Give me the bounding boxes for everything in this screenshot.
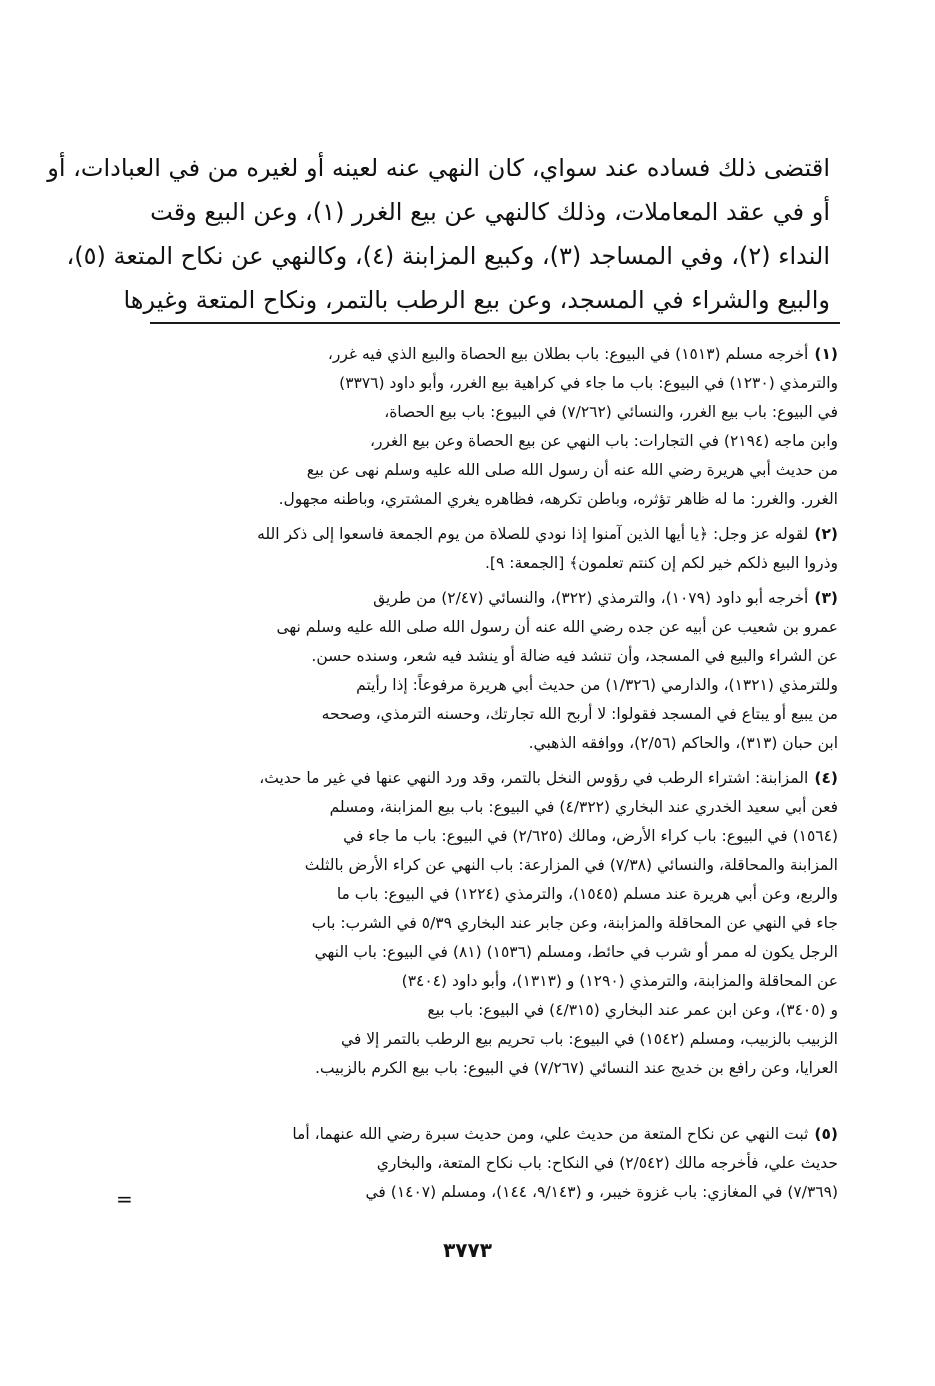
footnote-label: (١) [814, 345, 838, 363]
footnote-label: (٢) [814, 525, 838, 543]
footnote-line: الرجل يكون له ممر أو شرب في حائط، ومسلم (١٥٣٦) (٨١) في البيوع: باب النهي [314, 943, 838, 961]
margin-mark: = [116, 1187, 133, 1211]
footnote-line: (١٥٦٤) في البيوع: باب كراء الأرض، ومالك (٢/٦٢٥) في البيوع: باب ما جاء في [343, 827, 838, 845]
footnote-line: حديث علي، فأخرجه مالك (٢/٥٤٢) في النكاح: باب نكاح المتعة، والبخاري [376, 1154, 838, 1172]
page-number: ٣٧٧٣ [443, 1238, 492, 1262]
footnote-label: (٥) [814, 1125, 838, 1143]
footnote-line: والترمذي (١٢٣٠) في البيوع: باب ما جاء في كراهية بيع الغرر، وأبو داود (٣٣٧٦) [339, 374, 838, 392]
footnote-3 [128, 584, 838, 758]
footnote-line: المزابنة: اشتراء الرطب في رؤوس النخل بالتمر، وقد ورد النهي عنها في غير ما حديث، [259, 769, 809, 787]
footnote-line: أخرجه مسلم (١٥١٣) في البيوع: باب بطلان بيع الحصاة والبيع الذي فيه غرر، [327, 345, 809, 363]
footnote-line: المزابنة والمحاقلة، والنسائي (٧/٣٨) في المزارعة: باب النهي عن كراء الأرض بالثلث [304, 856, 838, 874]
footnote-line: و (٣٤٠٥)، وعن ابن عمر عند البخاري (٤/٣١٥) في البيوع: باب بيع [427, 1001, 838, 1019]
main-text-line: النداء (٢)، وفي المساجد (٣)، وكبيع المزابنة (٤)، وكالنهي عن نكاح المتعة (٥)، [66, 242, 830, 270]
footnote-line: عن المحاقلة والمزابنة، والترمذي (١٢٩٠) و (١٣١٣)، وأبو داود (٣٤٠٤) [401, 972, 838, 990]
footnote-5 [128, 1120, 838, 1207]
footnote-line: أخرجه أبو داود (١٠٧٩)، والترمذي (٣٢٢)، والنسائي (٢/٤٧) من طريق [373, 589, 809, 607]
main-text-line: أو في عقد المعاملات، وذلك كالنهي عن بيع الغرر (١)، وعن البيع وقت [150, 198, 830, 226]
footnote-line: في البيوع: باب بيع الغرر، والنسائي (٧/٢٦٢) في البيوع: باب بيع الحصاة، [384, 403, 838, 421]
footnote-line: لقوله عز وجل: ﴿يا أيها الذين آمنوا إذا نودي للصلاة من يوم الجمعة فاسعوا إلى ذكر الله [257, 525, 809, 543]
footnote-line: جاء في النهي عن المحاقلة والمزابنة، وعن جابر عند البخاري ٥/٣٩ في الشرب: باب [311, 914, 838, 932]
main-text-block [47, 146, 830, 322]
main-text-line: والبيع والشراء في المسجد، وعن بيع الرطب بالتمر، ونكاح المتعة وغيرها [123, 286, 830, 314]
footnote-line: وابن ماجه (٢١٩٤) في التجارات: باب النهي عن بيع الحصاة وعن بيع الغرر، [369, 432, 838, 450]
footnote-line: والربع، وعن أبي هريرة عند مسلم (١٥٤٥)، والترمذي (١٢٢٤) في البيوع: باب ما [336, 885, 838, 903]
footnote-line: من يبيع أو يبتاع في المسجد فقولوا: لا أربح الله تجارتك، وحسنه الترمذي، وصححه [321, 705, 838, 723]
footnote-label: (٣) [814, 589, 838, 607]
footnote-1 [128, 340, 838, 514]
footnote-line: وللترمذي (١٣٢١)، والدارمي (١/٣٢٦) من حديث أبي هريرة مرفوعاً: إذا رأيتم [356, 676, 838, 694]
main-text-line: اقتضى ذلك فساده عند سواي، كان النهي عنه لعينه أو لغيره من في العبادات، أو [47, 154, 830, 182]
footnote-separator [150, 322, 840, 324]
footnote-label: (٤) [814, 769, 838, 787]
footnote-line: (٧/٣٦٩) في المغازي: باب غزوة خيبر، و (٩/١٤٣، ١٤٤)، ومسلم (١٤٠٧) في [365, 1183, 838, 1201]
footnote-line: الزبيب بالزبيب، ومسلم (١٥٤٢) في البيوع: باب تحريم بيع الرطب بالتمر إلا في [340, 1030, 838, 1048]
footnote-line: ثبت النهي عن نكاح المتعة من حديث علي، ومن حديث سبرة رضي الله عنهما، أما [292, 1125, 809, 1143]
footnote-line: وذروا البيع ذلكم خير لكم إن كنتم تعلمون﴾ [الجمعة: ٩]. [484, 554, 838, 572]
footnote-line: العرايا، وعن رافع بن خديج عند النسائي (٧/٢٦٧) في البيوع: باب بيع الكرم بالزبيب. [314, 1059, 838, 1077]
footnote-2 [128, 520, 838, 578]
footnote-line: فعن أبي سعيد الخدري عند البخاري (٤/٣٢٢) في البيوع: باب بيع المزابنة، ومسلم [329, 798, 838, 816]
footnote-line: عن الشراء والبيع في المسجد، وأن تنشد فيه ضالة أو ينشد فيه شعر، وسنده حسن. [311, 647, 838, 665]
footnote-line: من حديث أبي هريرة رضي الله عنه أن رسول الله صلى الله عليه وسلم نهى عن بيع [306, 461, 838, 479]
footnote-line: الغرر. والغرر: ما له ظاهر تؤثره، وباطن تكرهه، فظاهره يغري المشتري، وباطنه مجهول. [278, 490, 838, 508]
footnote-line: ابن حبان (٣١٣)، والحاكم (٢/٥٦)، ووافقه الذهبي. [528, 734, 838, 752]
footnote-4 [128, 764, 838, 1083]
footnote-line: عمرو بن شعيب عن أبيه عن جده رضي الله عنه أن رسول الله صلى الله عليه وسلم نهى [276, 618, 838, 636]
